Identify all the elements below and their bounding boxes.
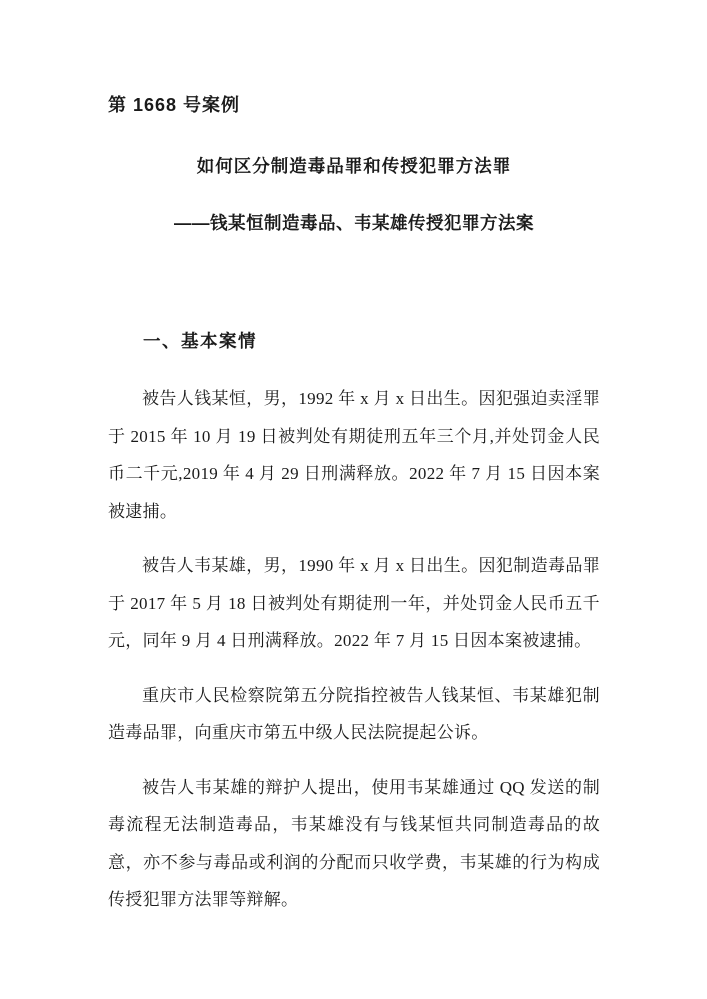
paragraph-defendant-wei: 被告人韦某雄，男，1990 年 x 月 x 日出生。因犯制造毒品罪于 2017 年 5 月 18 日被判处有期徒刑一年，并处罚金人民币五千元，同年 9 月 4 日刑满释放。2022 年 7 月 15 日因本案被逮捕。 (108, 556, 600, 650)
document-title: 如何区分制造毒品罪和传授犯罪方法罪 (196, 156, 512, 176)
paragraph-defendant-qian: 被告人钱某恒，男，1992 年 x 月 x 日出生。因犯强迫卖淫罪于 2015 年 10 月 19 日被判处有期徒刑五年三个月,并处罚金人民币二千元,2019 年 4 月 29 日刑满释放。2022 年 7 月 15 日因本案被逮捕。 (108, 389, 600, 521)
document-subtitle: ——钱某恒制造毒品、韦某雄传授犯罪方法案 (174, 213, 534, 233)
case-number: 第 1668 号案例 (108, 95, 241, 115)
paragraph-defense-argument: 被告人韦某雄的辩护人提出，使用韦某雄通过 QQ 发送的制毒流程无法制造毒品，韦某雄没有与钱某恒共同制造毒品的故意，亦不参与毒品或利润的分配而只收学费，韦某雄的行为构成传授犯罪方法罪等辩解。 (108, 777, 600, 909)
section-heading-basic-facts: 一、基本案情 (143, 331, 257, 351)
document-content (108, 0, 600, 936)
paragraph-prosecution: 重庆市人民检察院第五分院指控被告人钱某恒、韦某雄犯制造毒品罪，向重庆市第五中级人民法院提起公诉。 (108, 685, 600, 742)
